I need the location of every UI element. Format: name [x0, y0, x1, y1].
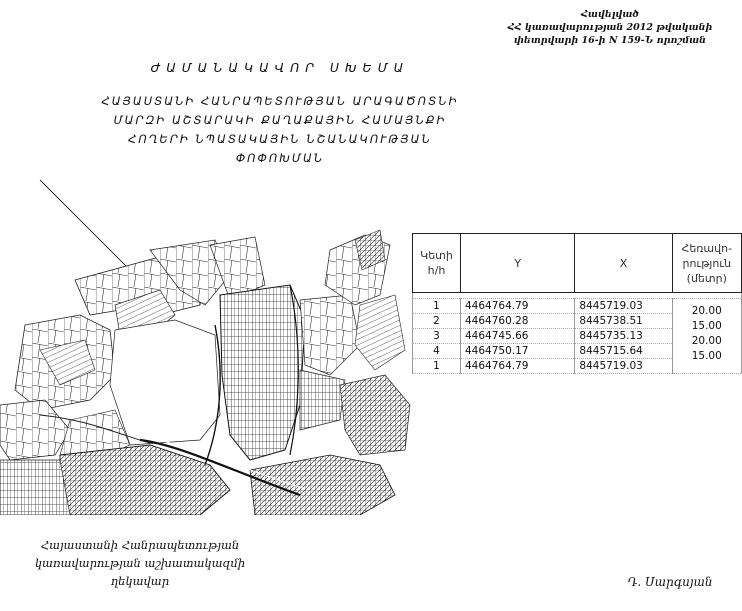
cell-point: 1 — [413, 299, 461, 314]
distance-value: 15.00 — [691, 320, 722, 332]
distance-value: 15.00 — [691, 350, 722, 362]
cell-y: 4464750.17 — [461, 344, 575, 359]
document-type: ԺԱՄԱՆԱԿԱՎՈՐ ՍԽԵՄԱ — [150, 60, 410, 75]
cell-x: 8445735.13 — [575, 329, 672, 344]
table-row — [413, 299, 742, 314]
signatory-name: Դ. Սարգսյան — [627, 575, 713, 589]
header-y: Y — [461, 234, 575, 293]
annex-line-1: Հավելված — [580, 9, 640, 20]
cell-point: 1 — [413, 359, 461, 374]
header-distance — [672, 234, 741, 293]
distance-value: 20.00 — [691, 305, 722, 317]
signatory-position — [30, 536, 250, 590]
header-distance-line-3: (մետր) — [686, 271, 727, 285]
cadastral-map — [0, 175, 420, 515]
cell-point: 4 — [413, 344, 461, 359]
cell-x: 8445715.64 — [575, 344, 672, 359]
header-point-line-2: հ/հ — [427, 264, 446, 277]
header-x: X — [575, 234, 672, 293]
distance-value: 20.00 — [691, 335, 722, 347]
cell-y: 4464764.79 — [461, 359, 575, 374]
boundary-line — [40, 180, 140, 280]
title-line-4: ՓՈՓՈԽՄԱՆ — [235, 151, 325, 165]
cell-x: 8445738.51 — [575, 314, 672, 329]
annex-line-3: փետրվարի 16-ի N 159-Ն որոշման — [514, 35, 706, 46]
cell-point: 3 — [413, 329, 461, 344]
title-line-3: ՀՈՂԵՐԻ ՆՊԱՏԱԿԱՅԻՆ ՆՇԱՆԱԿՈՒԹՅԱՆ — [128, 132, 432, 146]
position-line-3: ղեկավար — [110, 574, 170, 588]
annex-line-2: ՀՀ կառավարության 2012 թվականի — [507, 22, 713, 33]
header-point — [413, 234, 461, 293]
title-line-1: ՀԱՅԱՍՏԱՆԻ ՀԱՆՐԱՊԵՏՈՒԹՅԱՆ ԱՐԱԳԱԾՈՏՆԻ — [101, 94, 459, 108]
cell-point: 2 — [413, 314, 461, 329]
cell-y: 4464764.79 — [461, 299, 575, 314]
title-line-2: ՄԱՐԶԻ ԱՇՏԱՐԱԿԻ ՔԱՂԱՔԱՅԻՆ ՀԱՄԱՅՆՔԻ — [113, 113, 447, 127]
annex-note — [490, 8, 730, 47]
header-point-line-1: Կետի — [420, 249, 453, 262]
table-header-row — [413, 234, 742, 293]
position-line-1: Հայաստանի Հանրապետության — [40, 538, 240, 552]
distance-column — [672, 299, 741, 374]
cell-y: 4464760.28 — [461, 314, 575, 329]
header-distance-line-2: րություն — [682, 256, 732, 270]
cell-x: 8445719.03 — [575, 299, 672, 314]
cell-x: 8445719.03 — [575, 359, 672, 374]
header-distance-line-1: Հեռավո- — [681, 241, 733, 255]
position-line-2: կառավարության աշխատակազմի — [34, 556, 246, 570]
document-title — [0, 92, 560, 168]
coordinates-table — [412, 233, 742, 374]
cell-y: 4464745.66 — [461, 329, 575, 344]
